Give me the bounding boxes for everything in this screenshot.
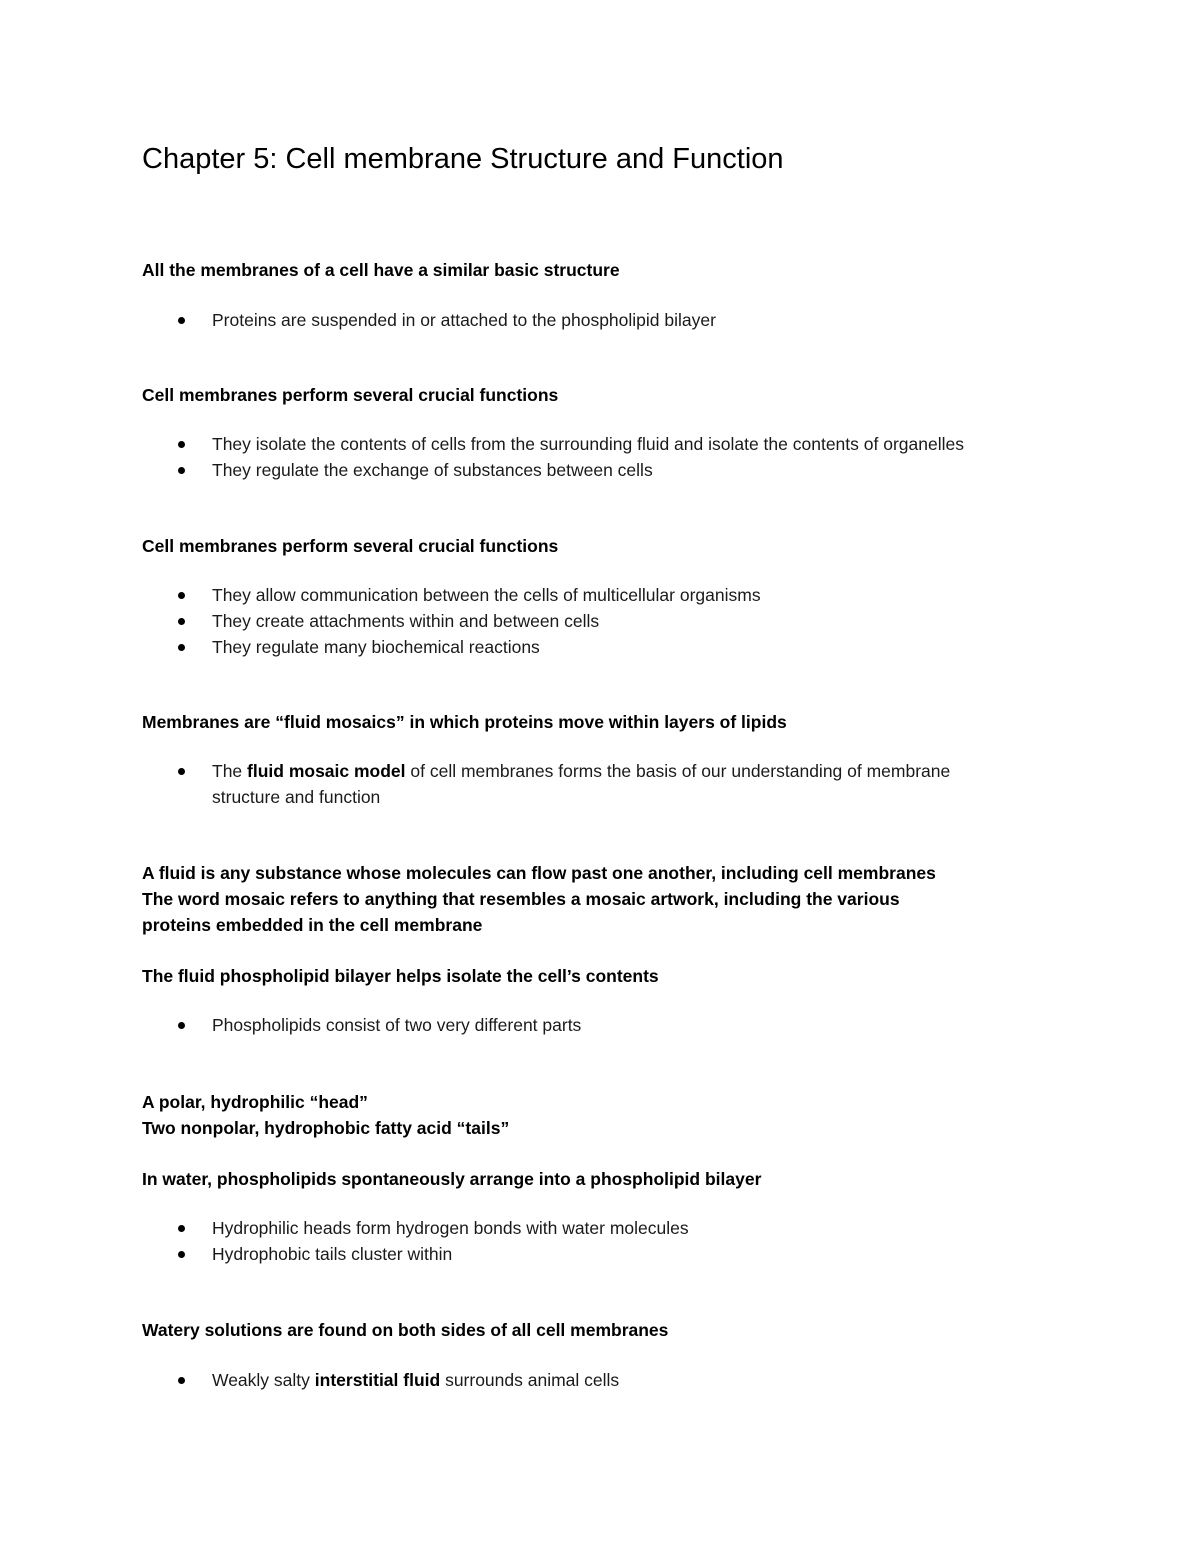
page-title: Chapter 5: Cell membrane Structure and Function bbox=[142, 143, 784, 175]
section-heading-in-water: In water, phospholipids spontaneously arrange into a phospholipid bilayer bbox=[142, 1169, 762, 1189]
section-heading-phospholipid-bilayer: The fluid phospholipid bilayer helps isolate the cell’s contents bbox=[142, 966, 659, 986]
paragraph-polar-head: A polar, hydrophilic “head” bbox=[142, 1092, 368, 1112]
bullet-icon bbox=[178, 317, 185, 324]
bullet-icon bbox=[178, 592, 185, 599]
paragraph-fluid-definition: A fluid is any substance whose molecules can flow past one another, including cell membranes bbox=[142, 863, 936, 883]
bullet-icon bbox=[178, 1377, 185, 1384]
bullet-icon bbox=[178, 1022, 185, 1029]
bold-term: fluid mosaic model bbox=[247, 761, 406, 781]
section-heading-functions-1: Cell membranes perform several crucial functions bbox=[142, 385, 559, 405]
bold-term: interstitial fluid bbox=[314, 1370, 441, 1390]
bullet-icon bbox=[178, 618, 185, 625]
bullet-icon bbox=[178, 1251, 185, 1258]
bullet-icon bbox=[178, 1225, 185, 1232]
bullet-icon bbox=[178, 768, 185, 775]
paragraph-mosaic-definition: The word mosaic refers to anything that resembles a mosaic artwork, including the various bbox=[142, 889, 900, 909]
bullet-icon bbox=[178, 644, 185, 651]
section-heading-fluid-mosaics: Membranes are “fluid mosaics” in which proteins move within layers of lipids bbox=[142, 712, 787, 732]
section-heading-watery-solutions: Watery solutions are found on both sides of all cell membranes bbox=[142, 1320, 669, 1340]
paragraph-nonpolar-tails: Two nonpolar, hydrophobic fatty acid “tails” bbox=[142, 1118, 510, 1138]
paragraph-mosaic-definition-cont: proteins embedded in the cell membrane bbox=[142, 915, 483, 935]
section-heading-membrane-structure: All the membranes of a cell have a similar basic structure bbox=[142, 260, 620, 280]
document-page: Chapter 5: Cell membrane Structure and Function All the membranes of a cell have a similar basic structure Proteins are suspended in or attached to the phospholipid bilayer Cell membranes perform several crucial functions They isolate the contents of cells from the surrounding fluid and isolate the contents of organelles They regulate the exchange of substances between cells Cell membranes perform several crucial functions They allow communication between the cells of multicellular organisms They create attachments within and between cells They regulate many biochemical reactions Membranes are “fluid mosaics” in which proteins move within layers of lipids The fluid mosaic model of cell membranes forms the basis of our understanding of membrane structure and function A fluid is any substance whose molecules can flow past one another, including cell membranes The word mosaic refers to anything that resembles a mosaic artwork, including the various proteins embedded in the cell membrane The fluid phospholipid bilayer helps isolate the cell’s contents Phospholipids consist of two very different parts A polar, hydrophilic “head” Two nonpolar, hydrophobic fatty acid “tails” In water, phospholipids spontaneously arrange into a phospholipid bilayer Hydrophilic heads form hydrogen bonds with water molecules Hydrophobic tails cluster within Watery solutions are found on both sides of all cell membranes Weakly salty interstitial fluid surrounds animal cells bbox=[142, 143, 964, 1390]
bullet-icon bbox=[178, 467, 185, 474]
bullet-icon bbox=[178, 441, 185, 448]
section-heading-functions-2: Cell membranes perform several crucial functions bbox=[142, 536, 559, 556]
